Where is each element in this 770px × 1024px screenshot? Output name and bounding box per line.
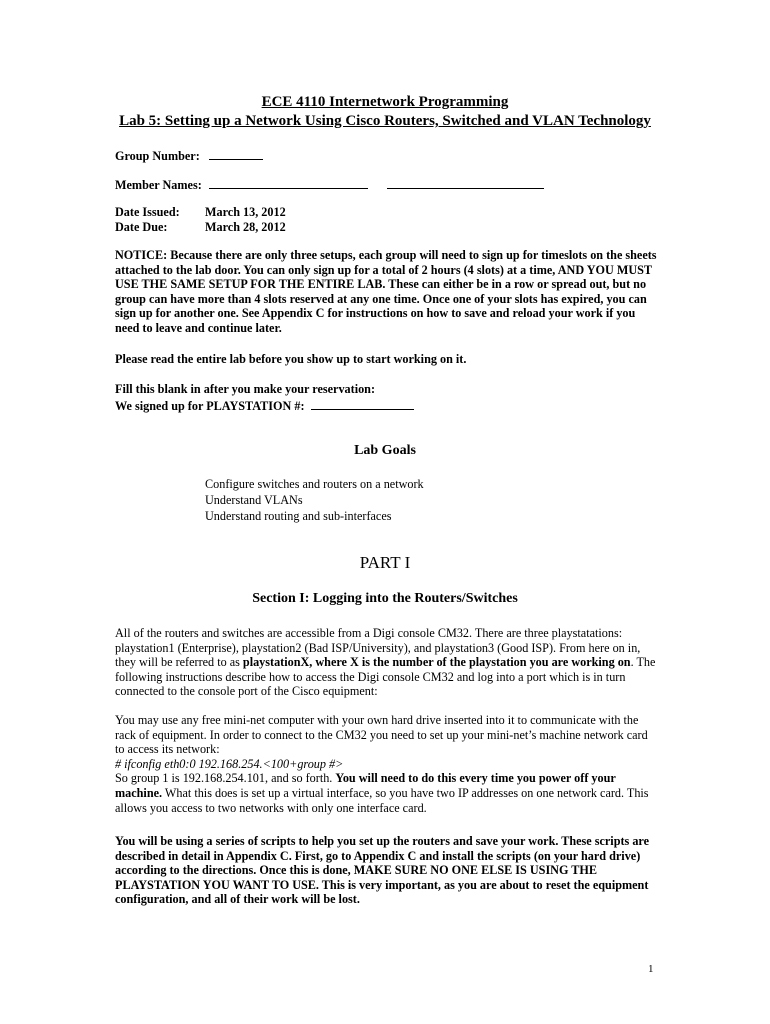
reservation-label: We signed up for PLAYSTATION #: — [115, 399, 305, 413]
member-names-label: Member Names: — [115, 178, 202, 192]
section-heading: Section I: Logging into the Routers/Switches — [252, 591, 518, 606]
date-due-value: March 28, 2012 — [205, 220, 286, 234]
playstation-number-blank[interactable] — [311, 397, 414, 410]
member-names-row — [115, 176, 544, 193]
date-issued-value: March 13, 2012 — [205, 205, 286, 219]
intro-bold-text: playstationX, where X is the number of the playstation you are working on — [242, 655, 631, 670]
date-issued-label: Date Issued: — [115, 205, 180, 219]
intro-paragraph — [115, 626, 660, 699]
intro-text-b: . The following instructions describe how to access the Digi console CM32 and log into a port which is in turn connected to the console port of the Cisco equipment: — [115, 655, 656, 699]
group-number-blank[interactable] — [209, 147, 263, 160]
member-name-blank-1[interactable] — [209, 176, 368, 189]
lab-goals-heading: Lab Goals — [354, 443, 416, 458]
group-number-row — [115, 147, 263, 164]
goal-item-3: Understand routing and sub-interfaces — [205, 509, 392, 523]
setup-text-c: What this does is set up a virtual interface, so you have two IP addresses on one network card. This allows you access to two networks with only one interface card. — [115, 785, 649, 815]
date-due-row — [115, 220, 286, 235]
date-issued-row — [115, 205, 286, 220]
member-name-blank-2[interactable] — [387, 176, 544, 189]
setup-text-a: You may use any free mini-net computer with your own hard drive inserted into it to communicate with the rack of equipment. In order to connect to the CM32 you need to set up your mini-net’s machine network card to access its network: — [115, 713, 648, 757]
read-notice: Please read the entire lab before you show up to start working on it. — [115, 352, 467, 366]
part-heading: PART I — [359, 553, 411, 572]
group-number-label: Group Number: — [115, 149, 200, 163]
page-number: 1 — [648, 963, 654, 975]
notice-paragraph: NOTICE: Because there are only three setups, each group will need to sign up for timeslots on the sheets attached to the lab door. You can only sign up for a total of 2 hours (4 slots) at a time, AND YOU MUST USE THE SAME SETUP FOR THE ENTIRE LAB. These can either be in a row or spread out, but no group can have more than 4 slots reserved at any one time. Once one of your slots has expired, you can sign up for another one. See Appendix C for instructions on how to save and reload your work if you need to leave and continue later. — [115, 248, 657, 335]
reservation-line-2 — [115, 397, 414, 414]
goal-item-2: Understand VLANs — [205, 493, 303, 507]
date-due-label: Date Due: — [115, 220, 168, 234]
ifconfig-command: # ifconfig eth0:0 192.168.254.<100+group #> — [115, 756, 344, 771]
reservation-line-1: Fill this blank in after you make your reservation: — [115, 382, 376, 396]
setup-text-b: So group 1 is 192.168.254.101, and so forth. — [115, 771, 336, 786]
setup-bold-text: You will need to do this every time you power off your machine. — [115, 771, 616, 800]
intro-text-a: All of the routers and switches are accessible from a Digi console CM32. There are three playstatations: playstation1 (Enterprise), playstation2 (Bad ISP/University), and playstation3 (Good ISP). From here on in, they will be referred to as — [115, 626, 641, 670]
setup-paragraph — [115, 713, 660, 815]
scripts-paragraph: You will be using a series of scripts to help you set up the routers and save your work. These scripts are described in detail in Appendix C. First, go to Appendix C and install the scripts (on your hard drive) according to the directions. Once this is done, MAKE SURE NO ONE ELSE IS USING THE PLAYSTATION YOU WANT TO USE. This is very important, as you are about to reset the equipment configuration, and all of their work will be lost. — [115, 834, 650, 907]
goal-item-1: Configure switches and routers on a network — [205, 477, 424, 491]
course-title: ECE 4110 Internetwork Programming — [261, 94, 509, 110]
lab-title: Lab 5: Setting up a Network Using Cisco Routers, Switched and VLAN Technology — [119, 113, 651, 129]
